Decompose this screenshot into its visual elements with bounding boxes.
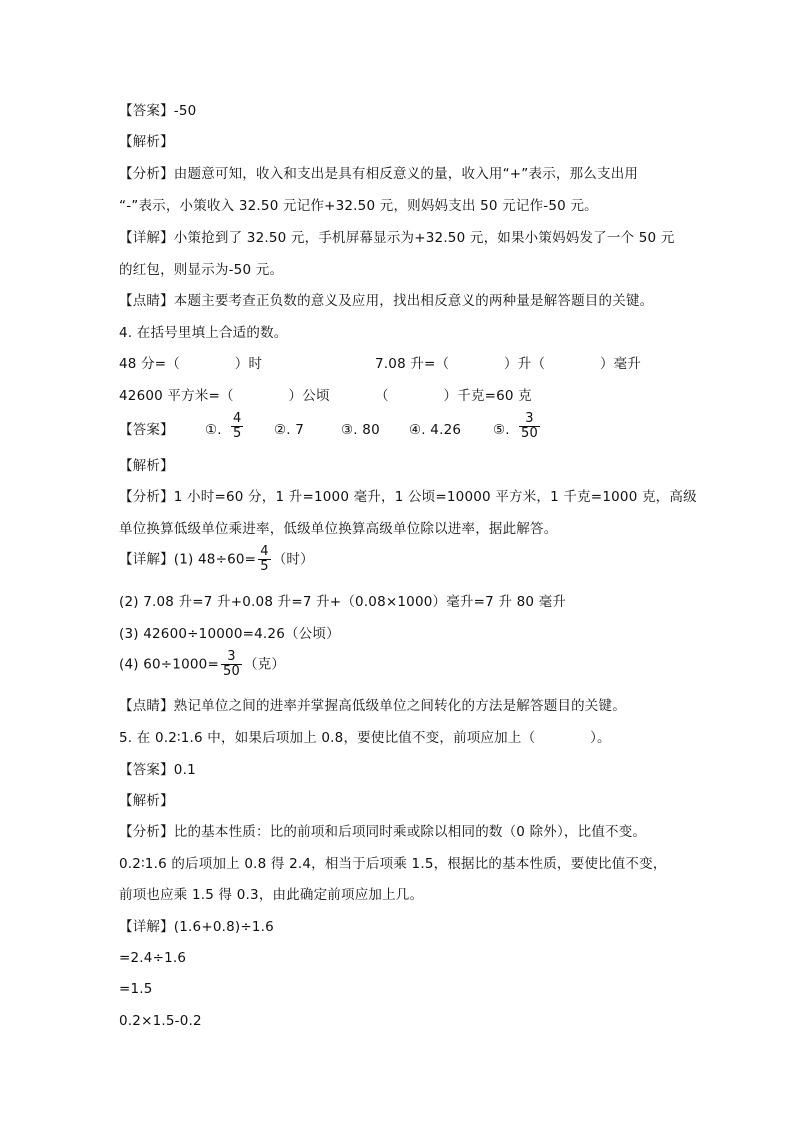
question-5-title: 5. 在 0.2∶1.6 中，如果后项加上 0.8，要使比值不变，前项应加上（ ）。 [119,730,611,746]
q4-item-hectares: 42600 平方米=（ ）公顷 [119,388,330,404]
analysis-text-3-cont: 0.2∶1.6 的后项加上 0.8 得 2.4，相当于后项乘 1.5，根据比的基本性质，要使比值不变， [119,856,667,872]
detail-calc-4: 0.2×1.5-0.2 [119,1013,202,1029]
question-4-row-1 [119,355,679,373]
q4-item-liters: 7.08 升=（ ）升（ ）毫升 [375,356,642,372]
detail-text: 【详解】小策抢到了 32.50 元，手机屏幕显示为+32.50 元，如果小策妈妈发了一个 50 元 [119,230,675,246]
answer-item-2: ②. 7 [274,422,305,438]
answer-item-5-label: ⑤. [493,422,510,438]
fraction-numerator: 3 [227,649,236,664]
q4-item-minutes: 48 分=（ ）时 [119,356,263,372]
detail-calc-2: =2.4÷1.6 [119,950,187,966]
detail-step-4-expr: (4) 60÷1000= [119,656,219,673]
q4-item-kilograms: （ ）千克=60 克 [375,388,532,404]
detail-step-1 [119,545,314,581]
analysis-heading-3: 【解析】 [119,793,174,809]
analysis-heading: 【解析】 [119,134,174,150]
detail-step-2: (2) 7.08 升=7 升+0.08 升=7 升+（0.08×1000）毫升=7 升 80 毫升 [119,594,567,610]
fraction-denominator: 5 [233,426,242,441]
detail-step-1-expr: 【详解】(1) 48÷60= [119,551,257,568]
note-text: 【点睛】本题主要考查正负数的意义及应用，找出相反意义的两种量是解答题目的关键。 [119,293,654,309]
detail-step-4 [119,650,285,686]
question-4-title: 4. 在括号里填上合适的数。 [119,325,288,341]
answer-item-4: ④. 4.26 [409,422,462,438]
fraction-numerator: 3 [525,411,534,426]
detail-text-cont: 的红包，则显示为-50 元。 [119,262,284,278]
answer-item-5-fraction [517,412,542,441]
fraction-numerator: 4 [233,411,242,426]
detail-step-3: (3) 42600÷10000=4.26（公顷） [119,626,340,642]
analysis-heading-2: 【解析】 [119,458,174,474]
analysis-text-2-cont: 单位换算低级单位乘进率，低级单位换算高级单位除以进率，据此解答。 [119,521,558,537]
question-4-row-2 [119,387,679,405]
answer-item-1-label: ①. [205,422,222,438]
detail-calc-1: 【详解】(1.6+0.8)÷1.6 [119,919,274,935]
fraction-denominator: 50 [222,664,240,679]
fraction-numerator: 4 [260,544,269,559]
fraction-denominator: 5 [260,559,269,574]
answer-line: 【答案】-50 [119,103,197,119]
analysis-text: 【分析】由题意可知，收入和支出是具有相反意义的量，收入用“+”表示，那么支出用 [119,166,639,182]
analysis-text-2: 【分析】1 小时=60 分，1 升=1000 毫升，1 公顷=10000 平方米，1 千克=1000 克，高级 [119,489,697,505]
note-text-2: 【点睛】熟记单位之间的进率并掌握高低级单位之间转化的方法是解答题目的关键。 [119,698,626,714]
question-4-answer [119,412,679,448]
detail-calc-3: =1.5 [119,981,153,997]
analysis-text-cont: “-”表示，小策收入 32.50 元记作+32.50 元，则妈妈支出 50 元记作-50 元。 [119,198,598,214]
analysis-text-3-cont-2: 前项也应乘 1.5 得 0.3，由此确定前项应加上几。 [119,887,424,903]
answer-item-1-fraction [229,412,245,441]
analysis-text-3: 【分析】比的基本性质：比的前项和后项同时乘或除以相同的数（0 除外），比值不变。 [119,824,647,840]
answer-item-3: ③. 80 [341,422,380,438]
detail-step-1-unit: （时） [272,551,314,568]
answer-label: 【答案】 [119,422,174,438]
answer-line-3: 【答案】0.1 [119,762,196,778]
fraction-denominator: 50 [521,426,538,441]
detail-step-4-unit: （克） [243,656,286,673]
